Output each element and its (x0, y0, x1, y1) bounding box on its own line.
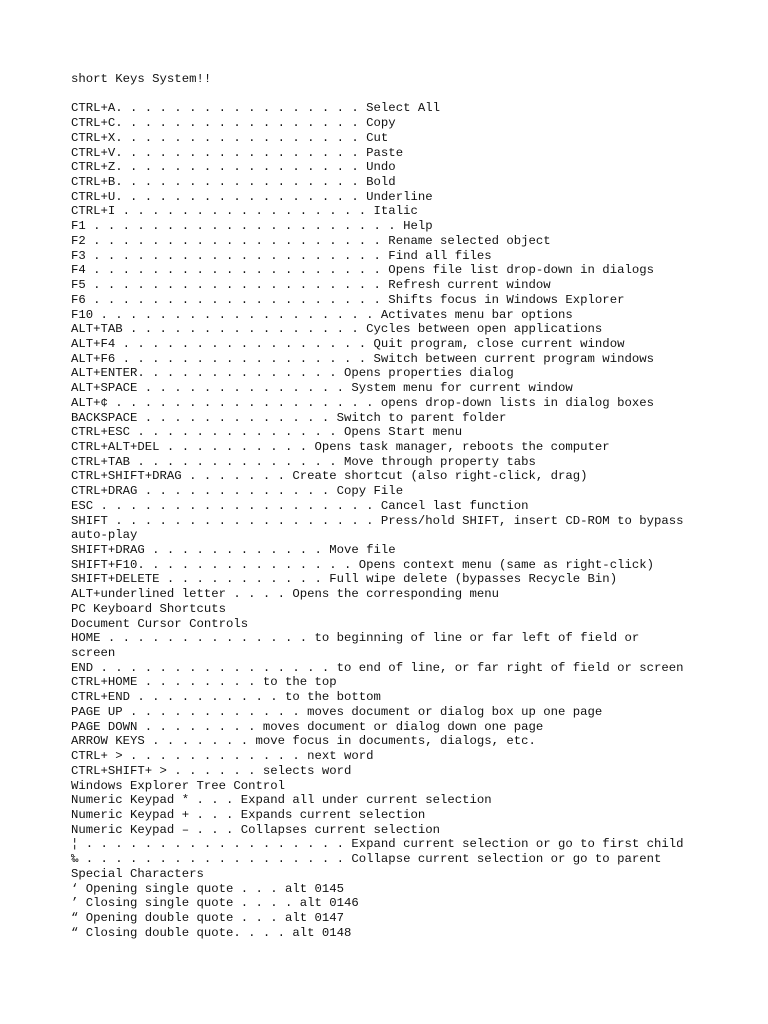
text-line: Special Characters (71, 866, 204, 881)
text-line: CTRL+C. . . . . . . . . . . . . . . . . Copy (71, 116, 396, 131)
text-line: “ Opening double quote . . . alt 0147 (71, 910, 345, 925)
text-line: SHIFT+DELETE . . . . . . . . . . . Full wipe delete (bypasses Recycle Bin) (71, 572, 618, 587)
text-line: CTRL+U. . . . . . . . . . . . . . . . . Underline (71, 189, 433, 204)
text-line: SHIFT . . . . . . . . . . . . . . . . . . Press/hold SHIFT, insert CD-ROM to bypass (71, 513, 684, 528)
text-line: screen (71, 646, 116, 661)
text-line: F3 . . . . . . . . . . . . . . . . . . . . Find all files (71, 248, 492, 263)
document-title: short Keys System!! (71, 72, 212, 86)
text-line: ALT+ENTER. . . . . . . . . . . . . . Opens properties dialog (71, 366, 514, 381)
text-line: F5 . . . . . . . . . . . . . . . . . . . . Refresh current window (71, 278, 551, 293)
text-line: CTRL+ESC . . . . . . . . . . . . . . Opens Start menu (71, 425, 463, 440)
text-line: CTRL+SHIFT+ > . . . . . . selects word (71, 763, 352, 778)
text-line: HOME . . . . . . . . . . . . . . to beginning of line or far left of field or (71, 631, 640, 646)
text-line: F4 . . . . . . . . . . . . . . . . . . . . Opens file list drop-down in dialogs (71, 263, 654, 278)
text-line: CTRL+X. . . . . . . . . . . . . . . . . Cut (71, 130, 389, 145)
text-line: CTRL+I . . . . . . . . . . . . . . . . . Italic (71, 204, 418, 219)
text-line: ‰ . . . . . . . . . . . . . . . . . . Collapse current selection or go to parent (71, 852, 662, 867)
text-line: Document Cursor Controls (71, 616, 249, 631)
text-line: Windows Explorer Tree Control (71, 778, 286, 793)
text-line: ALT+underlined letter . . . . Opens the corresponding menu (71, 587, 500, 602)
text-line: auto-play (71, 528, 138, 543)
text-line: ALT+TAB . . . . . . . . . . . . . . . . Cycles between open applications (71, 322, 603, 337)
text-line: Numeric Keypad + . . . Expands current selection (71, 807, 426, 822)
text-line: ‘ Opening single quote . . . alt 0145 (71, 881, 345, 896)
text-line: ’ Closing single quote . . . . alt 0146 (71, 896, 359, 911)
text-line: F6 . . . . . . . . . . . . . . . . . . . . Shifts focus in Windows Explorer (71, 292, 625, 307)
text-line: PAGE UP . . . . . . . . . . . . moves document or dialog box up one page (71, 704, 603, 719)
text-line: Numeric Keypad * . . . Expand all under current selection (71, 793, 492, 808)
text-line: CTRL+B. . . . . . . . . . . . . . . . . Bold (71, 175, 396, 190)
text-line: PAGE DOWN . . . . . . . . moves document or dialog down one page (71, 719, 544, 734)
text-line: CTRL+END . . . . . . . . . . to the bottom (71, 690, 381, 705)
text-line: END . . . . . . . . . . . . . . . . to end of line, or far right of field or screen (71, 660, 684, 675)
text-line: ¦ . . . . . . . . . . . . . . . . . . Expand current selection or go to first child (71, 837, 684, 852)
text-line: CTRL+V. . . . . . . . . . . . . . . . . Paste (71, 145, 404, 160)
text-line: ALT+¢ . . . . . . . . . . . . . . . . . . opens drop-down lists in dialog boxes (71, 395, 654, 410)
text-line: ARROW KEYS . . . . . . . move focus in documents, dialogs, etc. (71, 734, 536, 749)
text-line: “ Closing double quote. . . . alt 0148 (71, 925, 352, 940)
text-line: BACKSPACE . . . . . . . . . . . . . Switch to parent folder (71, 410, 507, 425)
text-line: SHIFT+DRAG . . . . . . . . . . . . Move file (71, 543, 396, 557)
text-line: CTRL+DRAG . . . . . . . . . . . . . Copy File (71, 484, 404, 499)
text-line: CTRL+Z. . . . . . . . . . . . . . . . . Undo (71, 160, 396, 175)
text-line: ESC . . . . . . . . . . . . . . . . . . . Cancel last function (71, 498, 529, 513)
text-line: CTRL+SHIFT+DRAG . . . . . . . Create shortcut (also right-click, drag) (71, 469, 588, 484)
document-page (71, 72, 711, 940)
text-line: F2 . . . . . . . . . . . . . . . . . . . . Rename selected object (71, 233, 551, 248)
shortcut-list (71, 101, 711, 940)
text-line: ALT+F4 . . . . . . . . . . . . . . . . . Quit program, close current window (71, 336, 625, 351)
text-line: Numeric Keypad – . . . Collapses current selection (71, 822, 440, 837)
text-line: SHIFT+F10. . . . . . . . . . . . . . . Opens context menu (same as right-click) (71, 557, 654, 572)
text-line: CTRL+A. . . . . . . . . . . . . . . . . Select All (71, 101, 440, 116)
text-line: F10 . . . . . . . . . . . . . . . . . . . Activates menu bar options (71, 307, 573, 322)
text-line: ALT+F6 . . . . . . . . . . . . . . . . . Switch between current program windows (71, 351, 654, 366)
text-line: PC Keyboard Shortcuts (71, 601, 226, 616)
text-line: CTRL+TAB . . . . . . . . . . . . . . Move through property tabs (71, 454, 536, 469)
text-line: CTRL+ > . . . . . . . . . . . . next word (71, 749, 374, 764)
text-line: ALT+SPACE . . . . . . . . . . . . . . System menu for current window (71, 381, 573, 396)
text-line: CTRL+HOME . . . . . . . . to the top (71, 675, 337, 690)
text-line: F1 . . . . . . . . . . . . . . . . . . . . . Help (71, 219, 433, 234)
text-line: CTRL+ALT+DEL . . . . . . . . . . Opens task manager, reboots the computer (71, 439, 610, 454)
